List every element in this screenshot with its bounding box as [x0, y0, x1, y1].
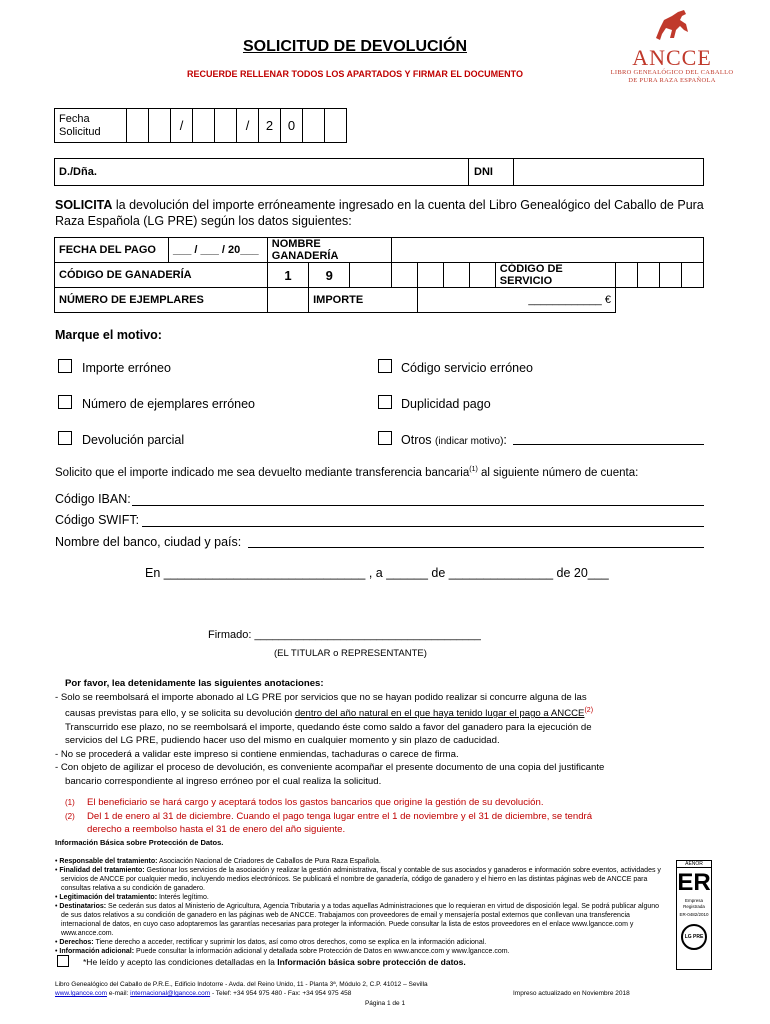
importe-input[interactable]: ____________ €	[417, 288, 615, 313]
footer-phone: - Telef: +34 954 975 480 - Fax: +34 954 975 458	[211, 990, 352, 997]
otros-input[interactable]	[513, 444, 704, 445]
note-1-b-sup: (2)	[584, 707, 594, 714]
transfer-text-2: al siguiente número de cuenta:	[477, 466, 639, 479]
privacy-5-bold: Derechos:	[59, 939, 94, 946]
checkbox-otros[interactable]	[378, 431, 392, 445]
privacy-item-5: • Derechos: Tiene derecho a acceder, rectificar y suprimir los datos, así como otros derechos, como se explica en la información adicional.	[55, 939, 487, 946]
privacy-5-text: Tiene derecho a acceder, rectificar y suprimir los datos, así como otros derechos, como se explica en la información adicional.	[93, 939, 487, 946]
accept-text-bold: Información básica sobre protección de datos.	[277, 957, 466, 967]
fecha-day-2[interactable]	[149, 109, 171, 143]
privacy-3-text: Interés legítimo.	[157, 894, 209, 901]
checkbox-importe-erroneo[interactable]	[58, 359, 72, 373]
remark-2	[55, 810, 695, 824]
footer-contact	[55, 990, 351, 997]
privacy-item-2: • Finalidad del tratamiento: Gestionar los servicios de la asociación y realizar la gestión administrativa, fiscal y contable de sus asociados y ganaderos e información sobre eventos, actividades y servicios de ANCCE por cualquier medio, incluyendo medios electrónicos. Se publicará el nombre de ganadería, código de ganadero y el hierro en las distintas páginas web de ANCCE para consultas relativa a su condición de ganadero.	[55, 867, 661, 892]
note-1-c: Transcurrido ese plazo, no se reembolsará el importe, quedando éste como saldo a favor del ganadero para la ejecución de	[65, 721, 592, 733]
fecha-month-2[interactable]	[215, 109, 237, 143]
fecha-month-1[interactable]	[193, 109, 215, 143]
nombre-ganaderia-label: NOMBRE GANADERÍA	[267, 238, 391, 263]
accept-text: *He leído y acepto las condiciones detalladas en la	[83, 957, 275, 967]
solicita-text: la devolución del importe erróneamente ingresado en la cuenta del Libro Genealógico del Caballo de Pura Raza Española (LG PRE) según los datos siguientes:	[55, 198, 704, 228]
codigo-cell-7[interactable]	[469, 263, 495, 288]
checkbox-numero-ejemplares[interactable]	[58, 395, 72, 409]
num-ejemplares-input[interactable]	[267, 288, 308, 313]
privacy-1-bold: Responsable del tratamiento:	[59, 858, 158, 865]
accept-privacy-text	[83, 957, 466, 967]
transfer-text	[55, 466, 638, 479]
codigo-cell-6[interactable]	[443, 263, 469, 288]
option-otros	[401, 433, 507, 447]
remark-1-num: (1)	[65, 798, 75, 808]
remark-1	[55, 796, 695, 810]
lgpre-seal: LG PRE	[681, 924, 707, 950]
codigo-cell-4[interactable]	[391, 263, 417, 288]
place-date-line[interactable]: En _____________________________ , a ______ de _______________ de 20___	[145, 566, 609, 580]
remark-2-text-a: Del 1 de enero al 31 de diciembre. Cuando el pago tenga lugar entre el 1 de noviembre y el 31 de diciembre, se tendrá	[87, 810, 593, 822]
banco-input[interactable]	[248, 547, 704, 548]
note-3-b: bancario correspondiente al ingreso erróneo por el cual realiza la solicitud.	[65, 775, 382, 787]
page-title: SOLICITUD DE DEVOLUCIÓN	[242, 38, 467, 55]
transfer-sup: (1)	[469, 466, 478, 473]
aenor-certification-badge	[676, 860, 712, 970]
codigo-ganaderia-label: CÓDIGO DE GANADERÍA	[55, 263, 268, 288]
footer-updated: Impreso actualizado en Noviembre 2018	[513, 990, 630, 997]
checkbox-accept-privacy[interactable]	[57, 955, 69, 967]
fecha-year-4[interactable]	[325, 109, 347, 143]
solicita-paragraph	[55, 197, 710, 229]
privacy-item-1: • Responsable del tratamiento: Asociación Nacional de Criadores de Caballos de Pura Raza Española.	[55, 858, 381, 865]
fecha-pago-label: FECHA DEL PAGO	[55, 238, 169, 263]
ancce-logo	[607, 8, 737, 85]
page-subtitle: RECUERDE RELLENAR TODOS LOS APARTADOS Y FIRMAR EL DOCUMENTO	[186, 69, 524, 79]
banco-label: Nombre del banco, ciudad y país:	[55, 535, 242, 549]
logo-subtitle-2: DE PURA RAZA ESPAÑOLA	[628, 77, 716, 84]
fecha-day-1[interactable]	[127, 109, 149, 143]
note-1-b-text: causas previstas para ello, y se solicita su devolución	[65, 708, 293, 720]
fecha-year-3[interactable]	[303, 109, 325, 143]
fecha-slash-1: /	[171, 109, 193, 143]
swift-label: Código SWIFT:	[55, 513, 140, 527]
remark-1-text: El beneficiario se hará cargo y aceptará todos los gastos bancarios que origine la gestión de su devolución.	[87, 797, 544, 809]
fecha-pago-input[interactable]: ___ / ___ / 20___	[169, 238, 268, 263]
notes-block	[55, 677, 695, 837]
privacy-2-bold: Finalidad del tratamiento:	[59, 867, 145, 874]
otros-colon: :	[503, 433, 507, 447]
dna-field[interactable]	[54, 158, 704, 186]
importe-label: IMPORTE	[309, 288, 418, 313]
iban-label: Código IBAN:	[55, 492, 131, 506]
payment-table	[54, 237, 704, 313]
swift-input[interactable]	[142, 526, 704, 527]
privacy-heading: Información Básica sobre Protección de Datos.	[55, 838, 224, 847]
codigo-digit-1: 1	[267, 263, 308, 288]
note-1-b-underline: dentro del año natural en el que haya tenido lugar el pago a ANCCE	[294, 708, 585, 720]
privacy-block	[55, 857, 667, 956]
transfer-text-1: Solicito que el importe indicado me sea devuelto mediante transferencia bancaria	[55, 466, 470, 479]
fecha-year-digit-0: 0	[281, 109, 303, 143]
servicio-cell-3[interactable]	[660, 263, 682, 288]
titular-label: (EL TITULAR o REPRESENTANTE)	[274, 648, 427, 659]
privacy-item-4: • Destinatarios: Se cederán sus datos al Ministerio de Agricultura, Agencia Tributaria y a todas aquellas Administraciones que lo requieran en virtud de disposición legal. Se podrá publicar alguno de sus datos relativos a su condición de ganadero en las páginas web de ANCCE. Trabajamos con proveedores de email y mensajería postal externos que conllevan una transferencia internacional de datos, en cuyo caso adoptaremos las garantías necesarias para proteger la información. Puede consultar la lista de estos proveedores en el enlace www.lgancce.com y www.ancce.com.	[55, 903, 660, 937]
note-1-d: servicios del LG PRE, pudiendo hacer uso del mismo en cualquier momento y sin plazo de caducidad.	[65, 735, 500, 747]
privacy-4-text: Se cederán sus datos al Ministerio de Agricultura, Agencia Tributaria y a todas aquellas Administraciones que lo requieran en virtud de disposición legal. Se podrá publicar alguno de sus datos relativos a su condición de ganadero en las páginas web de ANCCE. Trabajamos con proveedores de email y mensajería postal externos que conllevan una transferencia internacional de datos, en cuyo caso adoptaremos las garantías necesarias para proteger la información. Puede consultar la lista de estos proveedores en el enlace www.lgancce.com y www.ancce.com.	[61, 903, 660, 937]
remark-2-b: derecho a reembolso hasta el 31 de enero del año siguiente.	[87, 824, 346, 836]
checkbox-devolucion-parcial[interactable]	[58, 431, 72, 445]
privacy-item-6: • Información adicional: Puede consultar la información adicional y detallada sobre Protección de Datos en www.ancce.com y www.lgancce.com.	[55, 948, 510, 955]
fecha-solicitud-label	[55, 109, 127, 143]
num-ejemplares-label: NÚMERO DE EJEMPLARES	[55, 288, 268, 313]
checkbox-duplicidad-pago[interactable]	[378, 395, 392, 409]
option-codigo-servicio: Código servicio erróneo	[401, 361, 534, 375]
footer-page-number: Página 1 de 1	[364, 1000, 406, 1007]
option-numero-ejemplares: Número de ejemplares erróneo	[82, 397, 256, 411]
solicita-bold: SOLICITA	[55, 198, 113, 212]
privacy-item-3: • Legitimación del tratamiento: Interés legítimo.	[55, 894, 209, 901]
fecha-slash-2: /	[237, 109, 259, 143]
note-2: - No se procederá a validar este impreso si contiene enmiendas, tachaduras o carece de firma.	[55, 748, 459, 760]
nombre-ganaderia-input[interactable]	[391, 238, 703, 263]
footer-address: Libro Genealógico del Caballo de P.R.E., Edificio Indotorre - Avda. del Reino Unido, 11 - Planta 3ª, Módulo 2, C.P. 41012 – Sevilla	[55, 981, 428, 988]
er-sub: Empresa Registrada	[683, 898, 705, 909]
notes-heading: Por favor, lea detenidamente las siguientes anotaciones:	[65, 678, 324, 689]
codigo-cell-3[interactable]	[350, 263, 391, 288]
privacy-2-text: Gestionar los servicios de la asociación y realizar la gestión administrativa, fiscal y contable de sus asociados y ganaderos e información sobre eventos, actividades y servicios de ANCCE por cualquier medio, incluyendo medios electrónicos. Se publicará el nombre de ganadería, código de ganadero y el hierro en las distintas páginas web de ANCCE para consultas relativa a su condición de ganadero.	[61, 867, 661, 892]
dni-label: DNI	[474, 166, 493, 178]
servicio-cell-1[interactable]	[616, 263, 638, 288]
codigo-digit-9: 9	[309, 263, 350, 288]
codigo-cell-5[interactable]	[417, 263, 443, 288]
remark-2-num: (2)	[65, 811, 75, 821]
fecha-label-line2: Solicitud	[59, 125, 101, 138]
privacy-6-text: Puede consultar la información adicional y detallada sobre Protección de Datos en www.ancce.com y www.lgancce.com.	[134, 948, 510, 955]
otros-label: Otros	[401, 433, 432, 447]
er-mark: ER	[677, 869, 711, 896]
codigo-servicio-label: CÓDIGO DE SERVICIO	[495, 263, 615, 288]
logo-name: ANCCE	[632, 45, 712, 70]
iban-input[interactable]	[132, 505, 704, 506]
footer-link-email[interactable]: internacional@lgancce.com	[130, 990, 211, 997]
option-devolucion-parcial: Devolución parcial	[82, 433, 185, 447]
motivo-heading: Marque el motivo:	[55, 328, 162, 342]
servicio-cell-4[interactable]	[682, 263, 704, 288]
footer-email-label: e-mail:	[108, 990, 129, 997]
er-code: ER-0482/2010	[679, 912, 709, 917]
horse-logo-icon	[650, 8, 694, 42]
option-importe-erroneo: Importe erróneo	[82, 361, 171, 375]
otros-hint: (indicar motivo)	[435, 436, 504, 447]
footer-link-lgancce[interactable]: www.lgancce.com	[55, 990, 108, 997]
note-1-a: - Solo se reembolsará el importe abonado al LG PRE por servicios que no se hayan podido realizar si concurre alguna de las	[55, 691, 587, 703]
note-3-a: - Con objeto de agilizar el proceso de devolución, es conveniente acompañar el presente documento de una copia del justificante	[55, 762, 605, 774]
privacy-6-bold: Información adicional:	[59, 948, 135, 955]
aenor-label: AENOR	[677, 861, 711, 868]
logo-subtitle-1: LIBRO GENEALÓGICO DEL CABALLO	[610, 69, 734, 76]
privacy-1-text: Asociación Nacional de Criadores de Caballos de Pura Raza Española.	[157, 858, 381, 865]
fecha-solicitud-table	[54, 108, 347, 143]
servicio-cell-2[interactable]	[638, 263, 660, 288]
checkbox-codigo-servicio[interactable]	[378, 359, 392, 373]
privacy-4-bold: Destinatarios:	[59, 903, 107, 910]
fecha-label-line1: Fecha	[59, 112, 90, 125]
privacy-3-bold: Legitimación del tratamiento:	[59, 894, 158, 901]
dna-label: D./Dña.	[59, 166, 97, 178]
firmado-line[interactable]: Firmado: _____________________________________	[208, 629, 481, 641]
note-1-b	[55, 704, 695, 721]
option-duplicidad-pago: Duplicidad pago	[401, 397, 491, 411]
fecha-year-digit-2: 2	[259, 109, 281, 143]
